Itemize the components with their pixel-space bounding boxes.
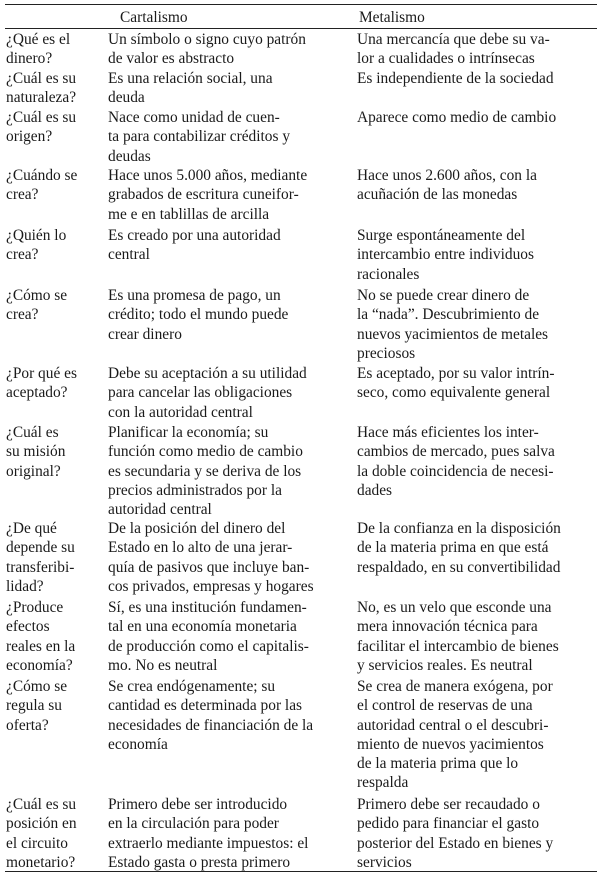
- cell-line: Hace unos 5.000 años, mediante: [108, 167, 308, 184]
- cell-line: Sí, es una institución fundamen-: [108, 599, 307, 616]
- cell-line: Aparece como medio de cambio: [357, 109, 557, 126]
- cell-line: cambios de mercado, pues salva: [357, 443, 555, 461]
- row-9-question-cell: [6, 519, 75, 596]
- row-8-cartalismo-cell: [108, 423, 303, 519]
- row-10-metalismo-cell: [357, 598, 559, 675]
- cell-line: necesidades de financiación de la: [108, 716, 314, 734]
- cell-line: Es creado por una autoridad: [108, 227, 281, 244]
- cell-line: Es una promesa de pago, un: [108, 287, 281, 304]
- row-4-metalismo-cell: [357, 166, 537, 205]
- cell-line: lor a cualidades o intrínsecas: [357, 50, 535, 68]
- row-6-cartalismo-cell: [108, 286, 288, 344]
- cell-line: Es independiente de la sociedad: [357, 70, 554, 87]
- row-8-metalismo-cell: [357, 423, 555, 500]
- cell-line: reales en la: [6, 637, 76, 655]
- row-6-question-cell: [6, 286, 67, 325]
- cell-line: Es aceptado, por su valor intrín-: [357, 365, 555, 382]
- row-12-metalismo-cell: [357, 795, 553, 872]
- cell-line: extraerlo mediante impuestos: el: [108, 834, 309, 852]
- cell-line: ¿Cuándo se: [6, 167, 78, 184]
- cell-line: de valor es abstracto: [108, 50, 235, 68]
- cell-line: Planificar la economía; su: [108, 424, 269, 441]
- cell-line: cos privados, empresas y hogares: [108, 577, 314, 595]
- cell-line: Un símbolo o signo cuyo patrón: [108, 31, 306, 48]
- cell-line: De la confianza en la disposición: [357, 520, 561, 537]
- cell-line: ¿Cómo se: [6, 678, 68, 695]
- row-5-question-cell: [6, 226, 66, 265]
- row-1-question-cell: [6, 30, 70, 69]
- cell-line: De la posición del dinero del: [108, 520, 286, 537]
- cell-line: racionales: [357, 265, 420, 283]
- cell-line: Estado gasta o presta primero: [108, 853, 291, 871]
- cell-line: posterior del Estado en bienes y: [357, 834, 554, 852]
- cell-line: ¿Cuál es su: [6, 70, 77, 87]
- cell-line: Primero debe ser introducido: [108, 796, 288, 813]
- row-10-question-cell: [6, 598, 75, 675]
- cell-line: ¿De qué: [6, 520, 57, 537]
- cell-line: origen?: [6, 128, 53, 146]
- row-8-question-cell: [6, 423, 65, 481]
- cell-line: preciosos: [357, 344, 416, 362]
- row-12-cartalismo-cell: [108, 795, 308, 872]
- cell-line: Se crea de manera exógena, por: [357, 678, 553, 695]
- cell-line: efectos: [6, 618, 50, 636]
- cell-line: miento de nuevos yacimientos: [357, 735, 544, 753]
- cell-line: aceptado?: [6, 384, 68, 402]
- cell-line: Es una relación social, una: [108, 70, 273, 87]
- cell-line: oferta?: [6, 716, 49, 734]
- cell-line: crea?: [6, 306, 39, 324]
- cell-line: lidad?: [6, 577, 44, 595]
- cell-line: deuda: [108, 89, 145, 107]
- cell-line: de la materia prima que lo: [357, 755, 519, 773]
- cell-line: naturaleza?: [6, 89, 77, 107]
- cell-line: de producción como el capitalis-: [108, 637, 309, 655]
- row-3-cartalismo-cell: [108, 108, 290, 166]
- cell-line: ¿Produce: [6, 599, 64, 616]
- row-4-question-cell: [6, 166, 77, 205]
- row-2-metalismo-cell: [357, 69, 554, 88]
- cell-line: mo. No es neutral: [108, 656, 218, 674]
- row-3-question-cell: [6, 108, 76, 147]
- cell-line: Hace más eficientes los inter-: [357, 424, 539, 441]
- header-col-cartalismo: Cartalismo: [120, 9, 188, 26]
- cell-line: el control de reservas de una: [357, 697, 533, 715]
- row-6-metalismo-cell: [357, 286, 548, 363]
- cell-line: y servicios reales. Es neutral: [357, 656, 533, 674]
- cell-line: Estado en lo alto de una jerar-: [108, 539, 293, 557]
- cell-line: crear dinero: [108, 325, 182, 343]
- cell-line: cantidad es determinada por las: [108, 697, 303, 715]
- row-2-cartalismo-cell: [108, 69, 273, 108]
- cell-line: ta para contabilizar créditos y: [108, 128, 291, 146]
- cell-line: Hace unos 2.600 años, con la: [357, 167, 537, 184]
- row-9-metalismo-cell: [357, 519, 561, 577]
- row-10-cartalismo-cell: [108, 598, 309, 675]
- row-11-metalismo-cell: [357, 677, 553, 793]
- cell-line: crédito; todo el mundo puede: [108, 306, 289, 324]
- cell-line: función como medio de cambio: [108, 443, 303, 461]
- cell-line: Primero debe ser recaudado o: [357, 796, 540, 813]
- cell-line: Debe su aceptación a su utilidad: [108, 365, 307, 382]
- cell-line: facilitar el intercambio de bienes: [357, 637, 559, 655]
- cell-line: Nace como unidad de cuen-: [108, 109, 280, 126]
- cell-line: Se crea endógenamente; su: [108, 678, 276, 695]
- cell-line: dinero?: [6, 50, 53, 68]
- cell-line: crea?: [6, 246, 39, 264]
- table-top-rule: [5, 4, 597, 5]
- row-7-cartalismo-cell: [108, 364, 307, 422]
- cell-line: servicios: [357, 853, 412, 871]
- cell-line: es secundaria y se deriva de los: [108, 462, 302, 480]
- row-2-question-cell: [6, 69, 76, 108]
- cell-line: central: [108, 246, 150, 264]
- row-5-cartalismo-cell: [108, 226, 281, 265]
- cell-line: crea?: [6, 186, 39, 204]
- cell-line: posición en: [6, 815, 77, 833]
- cell-line: para cancelar las obligaciones: [108, 384, 293, 402]
- cell-line: deudas: [108, 147, 151, 165]
- cell-line: mera innovación técnica para: [357, 618, 538, 636]
- cell-line: ¿Qué es el: [6, 31, 71, 48]
- cell-line: economía?: [6, 656, 73, 674]
- row-11-question-cell: [6, 677, 67, 735]
- cell-line: depende su: [6, 539, 75, 557]
- cell-line: pedido para financiar el gasto: [357, 815, 540, 833]
- cell-line: precios administrados por la: [108, 481, 282, 499]
- cell-line: transferibi-: [6, 558, 75, 576]
- cell-line: respalda: [357, 774, 409, 792]
- row-3-metalismo-cell: [357, 108, 556, 127]
- row-11-cartalismo-cell: [108, 677, 313, 754]
- cell-line: regula su: [6, 697, 62, 715]
- cell-line: seco, como equivalente general: [357, 384, 551, 402]
- cell-line: con la autoridad central: [108, 403, 253, 421]
- cell-line: acuñación de las monedas: [357, 186, 518, 204]
- header-col-metalismo: Metalismo: [359, 9, 425, 26]
- cell-line: su misión: [6, 443, 66, 461]
- cell-line: intercambio entre individuos: [357, 246, 534, 264]
- cell-line: de la materia prima en que está: [357, 539, 549, 557]
- cell-line: tal en una economía monetaria: [108, 618, 297, 636]
- cell-line: nuevos yacimientos de metales: [357, 325, 549, 343]
- cell-line: monetario?: [6, 853, 76, 871]
- cell-line: dades: [357, 481, 393, 499]
- cell-line: economía: [108, 735, 168, 753]
- cell-line: ¿Cuál es su: [6, 796, 77, 813]
- cell-line: me e en tablillas de arcilla: [108, 205, 270, 223]
- row-1-cartalismo-cell: [108, 30, 306, 69]
- row-9-cartalismo-cell: [108, 519, 314, 596]
- header-rule: [5, 28, 597, 29]
- cell-line: el circuito: [6, 834, 68, 852]
- cell-line: No, es un velo que esconde una: [357, 599, 552, 616]
- row-7-question-cell: [6, 364, 77, 403]
- cell-line: ¿Por qué es: [6, 365, 77, 382]
- row-4-cartalismo-cell: [108, 166, 307, 224]
- cell-line: ¿Cuál es su: [6, 109, 77, 126]
- row-5-metalismo-cell: [357, 226, 534, 284]
- cell-line: en la circulación para poder: [108, 815, 279, 833]
- cell-line: respaldado, en su convertibilidad: [357, 558, 561, 576]
- cell-line: grabados de escritura cuneifor-: [108, 186, 299, 204]
- row-12-question-cell: [6, 795, 77, 872]
- row-7-metalismo-cell: [357, 364, 554, 403]
- cell-line: Una mercancía que debe su va-: [357, 31, 550, 48]
- cell-line: No se puede crear dinero de: [357, 287, 530, 304]
- cell-line: original?: [6, 462, 61, 480]
- cell-line: quía de pasivos que incluye ban-: [108, 558, 310, 576]
- cell-line: ¿Cómo se: [6, 287, 68, 304]
- cell-line: ¿Cuál es: [6, 424, 59, 441]
- table-bottom-rule: [5, 871, 597, 872]
- cell-line: la “nada”. Descubrimiento de: [357, 306, 540, 324]
- cell-line: autoridad central o el descubri-: [357, 716, 549, 734]
- cell-line: la doble coincidencia de necesi-: [357, 462, 554, 480]
- row-1-metalismo-cell: [357, 30, 550, 69]
- cell-line: autoridad central: [108, 501, 212, 519]
- cell-line: ¿Quién lo: [6, 227, 67, 244]
- cell-line: Surge espontáneamente del: [357, 227, 526, 244]
